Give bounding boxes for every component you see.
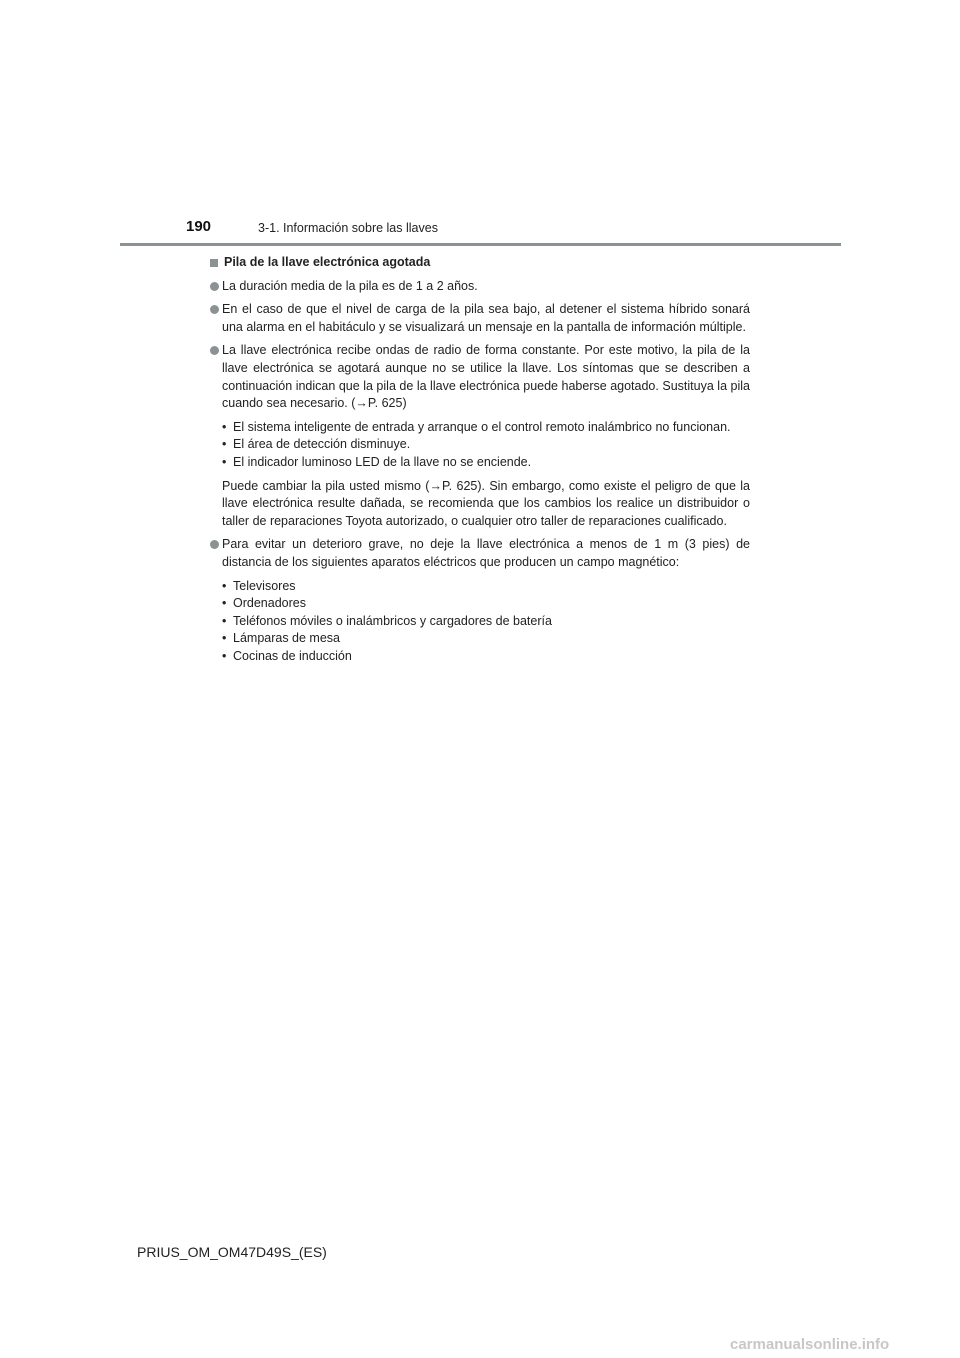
section-heading bbox=[210, 254, 750, 272]
bullet-item bbox=[210, 278, 750, 296]
circle-bullet-icon bbox=[210, 346, 219, 355]
symptoms-list bbox=[222, 419, 750, 472]
list-item-text: El indicador luminoso LED de la llave no se enciende. bbox=[233, 454, 532, 469]
circle-bullet-icon bbox=[210, 282, 219, 291]
list-item bbox=[222, 613, 750, 631]
list-item bbox=[222, 436, 750, 454]
list-item-text: Ordenadores bbox=[233, 596, 306, 611]
list-item-text: Cocinas de inducción bbox=[233, 648, 352, 663]
devices-list bbox=[222, 578, 750, 666]
list-marker: • bbox=[222, 631, 227, 646]
bullet-item bbox=[210, 536, 750, 571]
replace-note: Puede cambiar la pila usted mismo (→P. 625). Sin embargo, como existe el peligro de que la llave electrónica resulte dañada, se recomienda que los cambios los realice un distribuidor o taller de reparaciones Toyota autorizado, o cualquier otro taller de reparaciones cualificado. bbox=[222, 478, 750, 528]
list-item bbox=[222, 648, 750, 666]
circle-bullet-icon bbox=[210, 305, 219, 314]
header-divider bbox=[120, 243, 841, 246]
circle-bullet-icon bbox=[210, 540, 219, 549]
page-number: 190 bbox=[186, 218, 212, 235]
document-code: PRIUS_OM_OM47D49S_(ES) bbox=[137, 1244, 327, 1260]
bullet-text: Para evitar un deterioro grave, no deje la llave electrónica a menos de 1 m (3 pies) de distancia de los siguientes aparatos eléctricos que producen un campo magnético: bbox=[222, 537, 750, 569]
list-item bbox=[222, 419, 750, 437]
list-item bbox=[222, 595, 750, 613]
heading-text: Pila de la llave electrónica agotada bbox=[224, 255, 431, 269]
list-item-text: Teléfonos móviles o inalámbricos y cargadores de batería bbox=[233, 613, 552, 628]
list-item-text: El sistema inteligente de entrada y arranque o el control remoto inalámbrico no funcionan. bbox=[233, 419, 731, 434]
section-title: 3-1. Información sobre las llaves bbox=[258, 221, 438, 235]
bullet-text: La duración media de la pila es de 1 a 2 años. bbox=[222, 278, 478, 293]
bullet-text: La llave electrónica recibe ondas de radio de forma constante. Por este motivo, la pila de la llave electrónica se agotará aunque no se utilice la llave. Los síntomas que se describen a continuación indican que la pila de la llave electrónica puede haberse agotado. Sustituya la pila cuando sea necesario. (→P. 625) bbox=[222, 343, 750, 411]
bullet-item bbox=[210, 342, 750, 412]
list-marker: • bbox=[222, 578, 227, 593]
main-content bbox=[210, 254, 750, 671]
list-marker: • bbox=[222, 419, 227, 434]
bullet-text: En el caso de que el nivel de carga de la pila sea bajo, al detener el sistema híbrido sonará una alarma en el habitáculo y se visualizará un mensaje en la pantalla de información múltiple. bbox=[222, 302, 750, 334]
list-item-text: Televisores bbox=[233, 578, 296, 593]
list-marker: • bbox=[222, 454, 227, 469]
square-bullet-icon bbox=[210, 259, 218, 267]
list-item-text: Lámparas de mesa bbox=[233, 631, 341, 646]
list-item bbox=[222, 454, 750, 472]
list-marker: • bbox=[222, 596, 227, 611]
list-item bbox=[222, 630, 750, 648]
list-item-text: El área de detección disminuye. bbox=[233, 437, 411, 452]
list-marker: • bbox=[222, 437, 227, 452]
list-marker: • bbox=[222, 648, 227, 663]
list-marker: • bbox=[222, 613, 227, 628]
bullet-item bbox=[210, 301, 750, 336]
site-watermark[interactable]: carmanualsonline.info bbox=[730, 1336, 890, 1353]
list-item bbox=[222, 578, 750, 596]
